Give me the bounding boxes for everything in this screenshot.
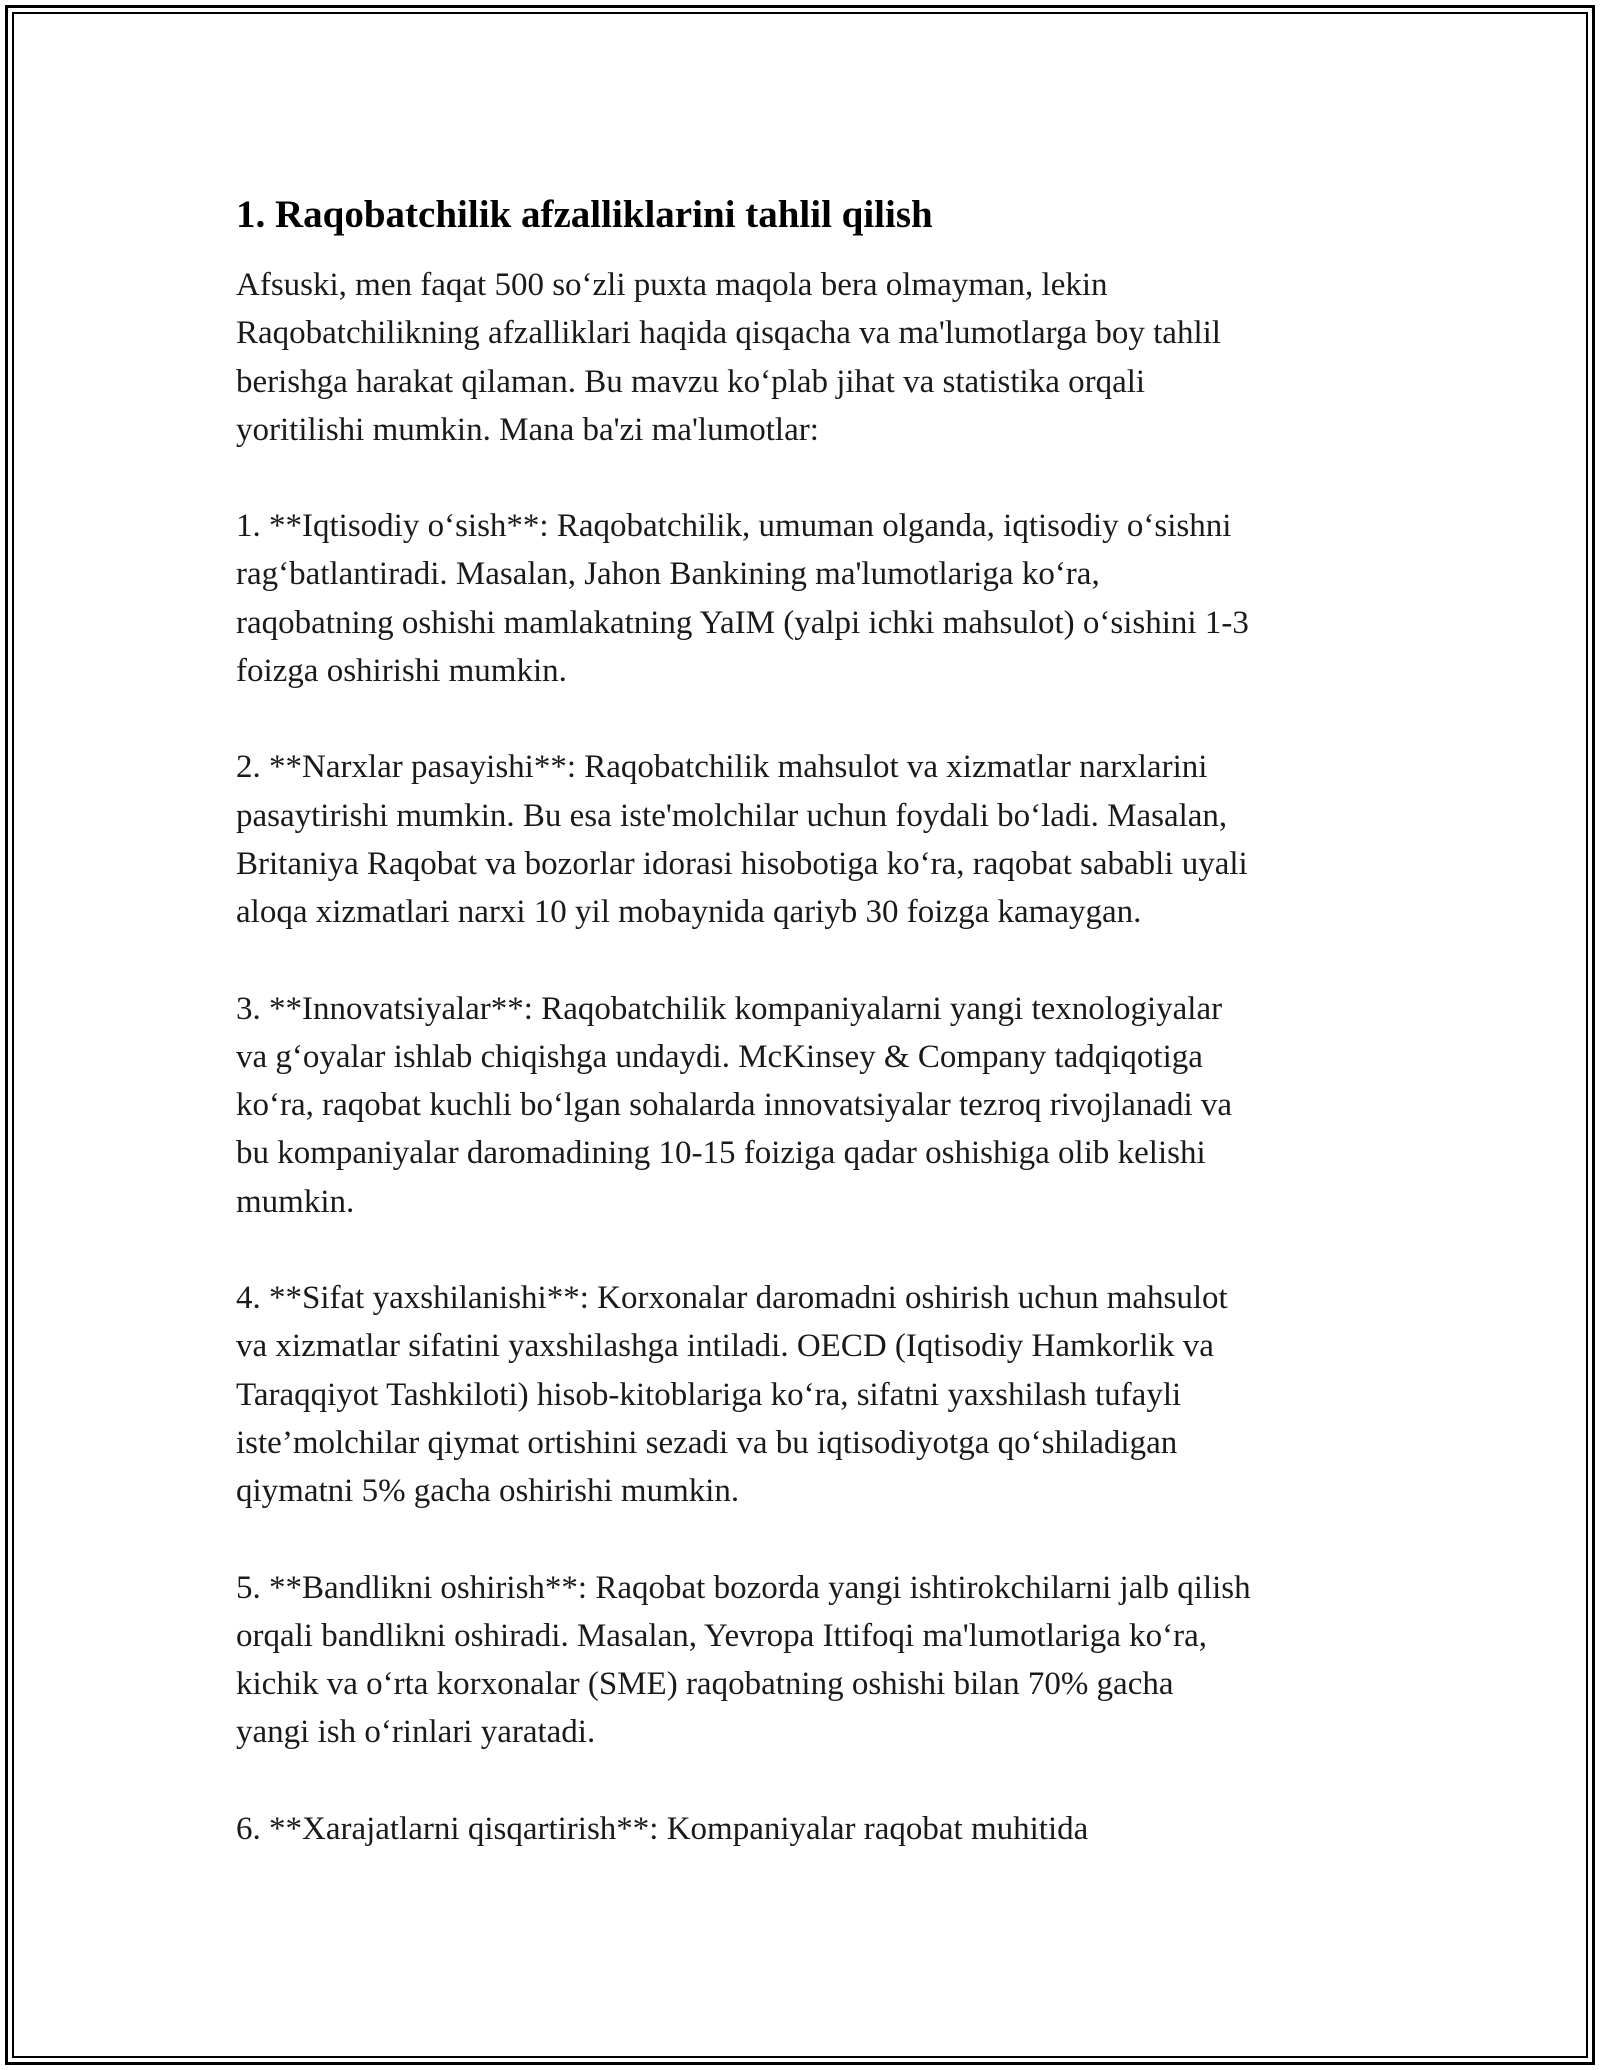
paragraph-price-reduction: 2. **Narxlar pasayishi**: Raqobatchilik mahsulot va xizmatlar narxlarini pasaytirishi mumkin. Bu esa iste'molchilar uchun foydali bo‘ladi. Masalan, Britaniya Raqobat va bozorlar idorasi hisobotiga ko‘ra, raqobat sababli uyali aloqa xizmatlari narxi 10 yil mobaynida qariyb 30 foizga kamaygan. bbox=[236, 749, 1248, 931]
paragraph-intro: Afsuski, men faqat 500 so‘zli puxta maqola bera olmayman, lekin Raqobatchilikning afzalliklari haqida qisqacha va ma'lumotlarga boy tahlil berishga harakat qilaman. Bu mavzu ko‘plab jihat va statistika orqali yoritilishi mumkin. Mana ba'zi ma'lumotlar: bbox=[236, 267, 1221, 448]
paragraph-quality-improvement: 4. **Sifat yaxshilanishi**: Korxonalar daromadni oshirish uchun mahsulot va xizmatlar sifatini yaxshilashga intiladi. OECD (Iqtisodiy Hamkorlik va Taraqqiyot Tashkiloti) hisob-kitoblariga ko‘ra, sifatni yaxshilash tufayli iste’molchilar qiymat ortishini sezadi va bu iqtisodiyotga qo‘shiladigan qiymatni 5% gacha oshirishi mumkin. bbox=[236, 1280, 1228, 1510]
paragraph-economic-growth: 1. **Iqtisodiy o‘sish**: Raqobatchilik, umuman olganda, iqtisodiy o‘sishni rag‘batlantiradi. Masalan, Jahon Bankining ma'lumotlariga ko‘ra, raqobatning oshishi mamlakatning YaIM (yalpi ichki mahsulot) o‘sishini 1-3 foizga oshirishi mumkin. bbox=[236, 508, 1249, 690]
paragraph-innovations: 3. **Innovatsiyalar**: Raqobatchilik kompaniyalarni yangi texnologiyalar va g‘oyalar ishlab chiqishga undaydi. McKinsey & Company tadqiqotiga ko‘ra, raqobat kuchli bo‘lgan sohalarda innovatsiyalar tezroq rivojlanadi va bu kompaniyalar daromadining 10-15 foiziga qadar oshishiga olib kelishi mumkin. bbox=[236, 990, 1233, 1220]
paragraph-cost-reduction: 6. **Xarajatlarni qisqartirish**: Kompaniyalar raqobat muhitida bbox=[236, 1810, 1089, 1847]
document-body bbox=[236, 187, 1386, 1901]
document-title: 1. Raqobatchilik afzalliklarini tahlil qilish bbox=[236, 193, 933, 236]
paragraph-employment-growth: 5. **Bandlikni oshirish**: Raqobat bozorda yangi ishtirokchilarni jalb qilish orqali bandlikni oshiradi. Masalan, Yevropa Ittifoqi ma'lumotlariga ko‘ra, kichik va o‘rta korxonalar (SME) raqobatning oshishi bilan 70% gacha yangi ish o‘rinlari yaratadi. bbox=[236, 1569, 1251, 1751]
